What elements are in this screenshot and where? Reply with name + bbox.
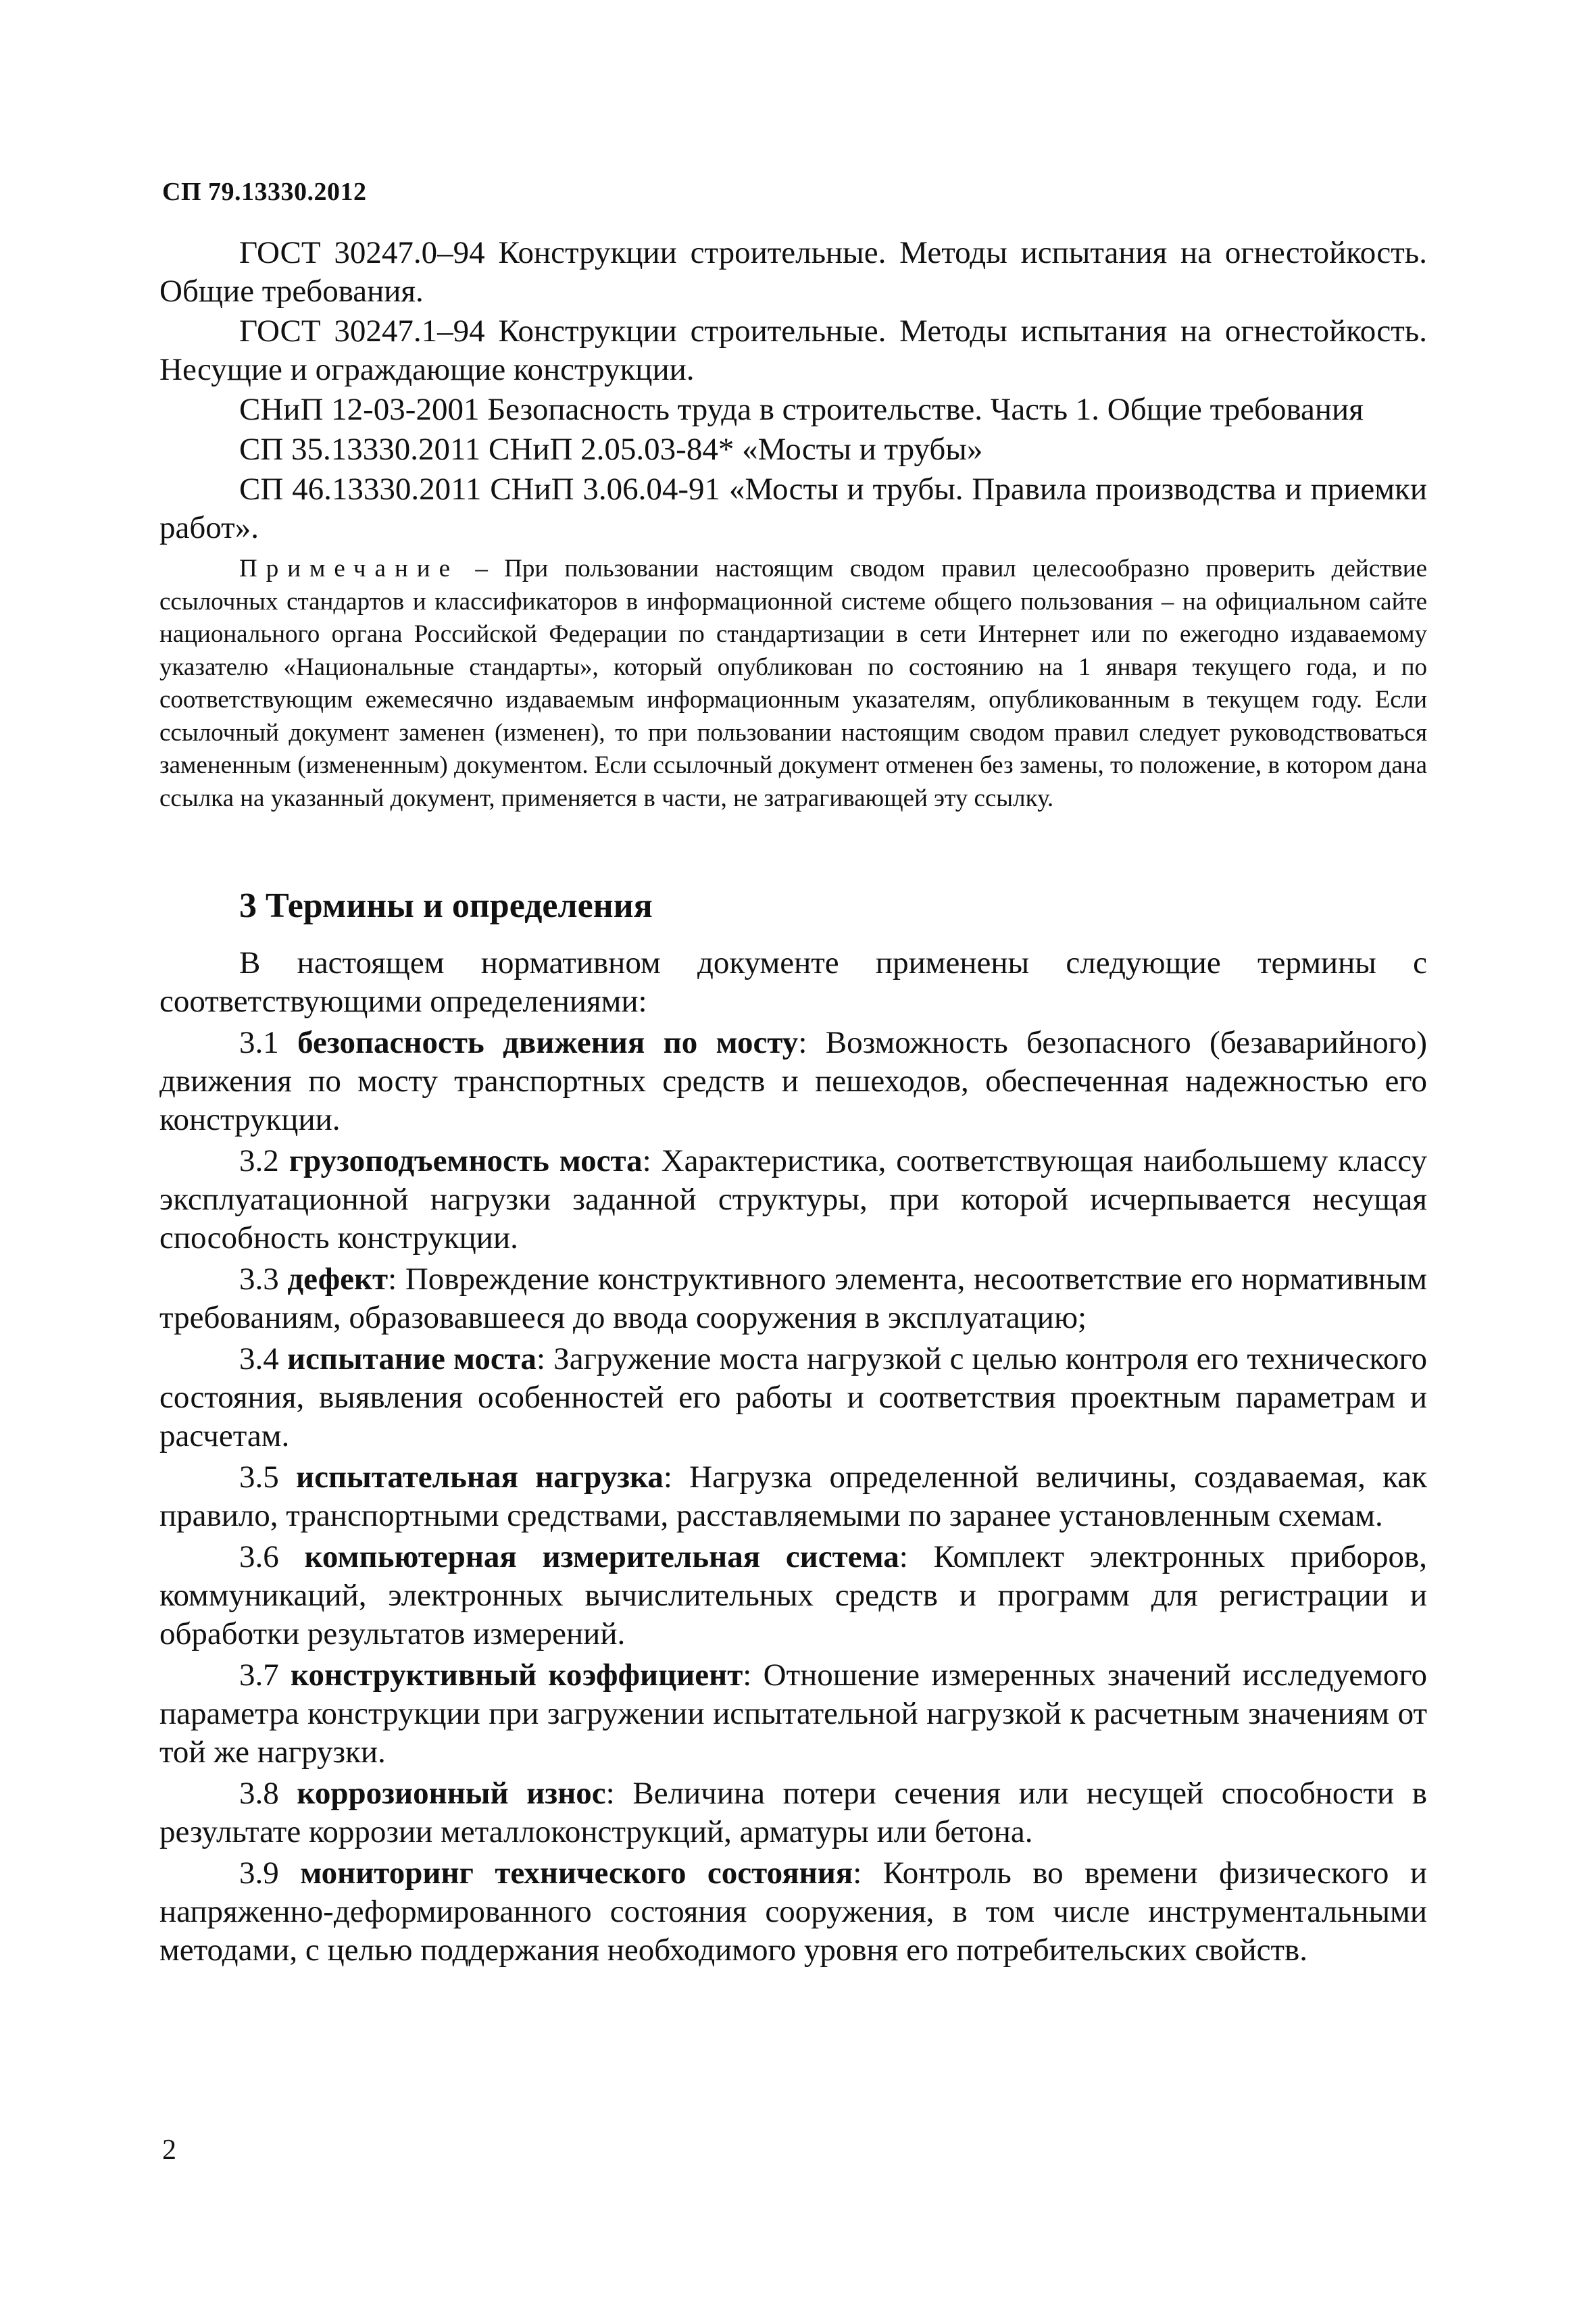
reference-gost-30247-0: ГОСТ 30247.0–94 Конструкции строительные. Методы испытания на огнестойкость. Общие требования. [159, 235, 1427, 309]
term-definition-3-7 [159, 1656, 1427, 1772]
page-body [159, 234, 1427, 1970]
term-text: : Комплект электронных приборов, коммуникаций, электронных вычислительных средств и программ для регистрации и обработки результатов измерений. [159, 1539, 1427, 1651]
document-code-header: СП 79.13330.2012 [162, 178, 367, 206]
term-definition-3-5 [159, 1458, 1427, 1535]
term-number: 3.6 [239, 1539, 279, 1574]
term-name: безопасность движения по мосту [297, 1025, 799, 1060]
term-text: : Загружение моста нагрузкой с целью контроля его технического состояния, выявления особенностей его работы и соответствия проектным параметрам и расчетам. [159, 1341, 1427, 1453]
term-definition-3-4 [159, 1340, 1427, 1455]
reference-sp-35: СП 35.13330.2011 СНиП 2.05.03-84* «Мосты и трубы» [239, 432, 983, 467]
term-definition-3-1 [159, 1024, 1427, 1139]
reference-sp-46: СП 46.13330.2011 СНиП 3.06.04-91 «Мосты и трубы. Правила производства и приемки работ». [159, 472, 1427, 545]
term-number: 3.1 [239, 1025, 279, 1060]
term-name: дефект [287, 1262, 389, 1297]
term-definition-3-2 [159, 1142, 1427, 1258]
term-number: 3.2 [239, 1143, 279, 1178]
term-text: : Возможность безопасного (безаварийного) движения по мосту транспортных средств и пешеходов, обеспеченная надежностью его конструкции. [159, 1025, 1428, 1137]
term-name: конструктивный коэффициент [291, 1658, 743, 1693]
term-name: грузоподъемность моста [289, 1143, 643, 1178]
term-number: 3.9 [239, 1856, 279, 1891]
reference-snip-12-03: СНиП 12-03-2001 Безопасность труда в строительстве. Часть 1. Общие требования [239, 392, 1364, 427]
term-name: компьютерная измерительная система [304, 1539, 899, 1574]
reference-gost-30247-1: ГОСТ 30247.1–94 Конструкции строительные. Методы испытания на огнестойкость. Несущие и ограждающие конструкции. [159, 314, 1427, 387]
term-name: испытание моста [286, 1341, 537, 1376]
term-text: : Повреждение конструктивного элемента, несоответствие его нормативным требованиям, образовавшееся до ввода сооружения в эксплуатацию; [159, 1262, 1428, 1335]
term-number: 3.7 [239, 1658, 279, 1693]
page-number: 2 [162, 2135, 176, 2166]
term-number: 3.4 [239, 1341, 279, 1376]
term-number: 3.8 [239, 1776, 279, 1811]
term-definition-3-6 [159, 1538, 1427, 1653]
note-text: – При пользовании настоящим сводом правил целесообразно проверить действие ссылочных стандартов и классификаторов в информационной системе общего пользования – на официальном сайте национального органа Российской Федерации по стандартизации в сети Интернет или по ежегодно издаваемому указателю «Национальные стандарты», который опубликован по состоянию на 1 января текущего года, и по соответствующим ежемесячно издаваемым информационным указателям, опубликованным в текущем году. Если ссылочный документ заменен (изменен), то при пользовании настоящим сводом правил следует руководствоваться замененным (измененным) документом. Если ссылочный документ отменен без замены, то положение, в котором дана ссылка на указанный документ, применяется в части, не затрагивающей эту ссылку. [159, 555, 1427, 812]
term-name: испытательная нагрузка [296, 1460, 664, 1495]
term-text: : Отношение измеренных значений исследуемого параметра конструкции при загружении испытательной нагрузкой к расчетным значениям от той же нагрузки. [159, 1658, 1427, 1770]
section-intro: В настоящем нормативном документе применены следующие термины с соответствующими определениями: [159, 945, 1427, 1019]
term-text: : Контроль во времени физического и напряженно-деформированного состояния сооружения, в том числе инструментальными методами, с целью поддержания необходимого уровня его потребительских свойств. [159, 1856, 1428, 1968]
term-name: мониторинг технического состояния [300, 1856, 853, 1891]
term-number: 3.3 [239, 1262, 279, 1297]
note-label: Примечание [239, 555, 459, 582]
term-text: : Нагрузка определенной величины, создаваемая, как правило, транспортными средствами, расставляемыми по заранее установленным схемам. [159, 1460, 1427, 1533]
term-definition-3-8 [159, 1774, 1427, 1851]
term-definition-3-9 [159, 1854, 1427, 1970]
term-definition-3-3 [159, 1260, 1427, 1337]
term-text: : Характеристика, соответствующая наибольшему классу эксплуатационной нагрузки заданной структуры, при которой исчерпывается несущая способность конструкции. [159, 1143, 1427, 1255]
term-number: 3.5 [239, 1460, 279, 1495]
term-text: : Величина потери сечения или несущей способности в результате коррозии металлоконструкций, арматуры или бетона. [159, 1776, 1427, 1849]
note-paragraph [159, 553, 1427, 815]
section-title: 3 Термины и определения [239, 887, 653, 925]
term-name: коррозионный износ [297, 1776, 606, 1811]
